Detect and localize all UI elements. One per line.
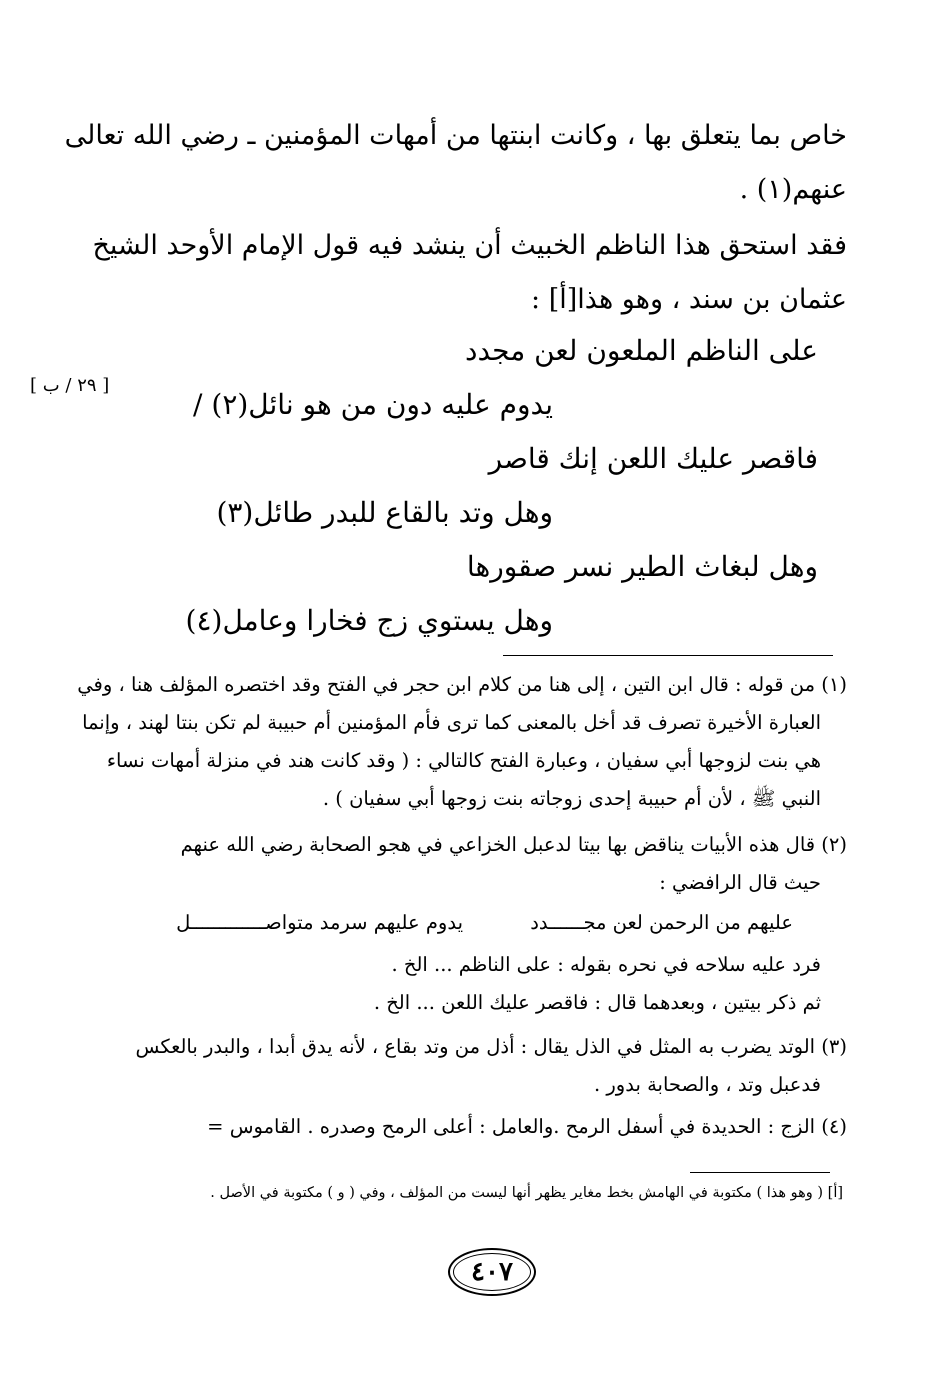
- footnote-line: هي بنت لزوجها أبي سفيان ، وعبارة الفتح كالتالي : ( وقد كانت هند في منزلة أمهات نساء: [106, 749, 821, 772]
- footnote-poem-hemistich: عليهم من الرحمن لعن مجــــــدد: [530, 911, 793, 934]
- footnote-line: (٤) الزج : الحديدة في أسفل الرمح .والعامل : أعلى الرمح وصدره . القاموس =: [207, 1115, 847, 1138]
- footnote-line: حيث قال الرافضي :: [659, 871, 821, 894]
- footnote-line: (٣) الوتد يضرب به المثل في الذل يقال : أذل من وتد بقاع ، لأنه يدق أبدا ، والبدر بالعكس: [135, 1035, 847, 1058]
- footnote-line: (٢) قال هذه الأبيات يناقض بها بيتا لدعبل الخزاعي في هجو الصحابة رضي الله عنهم: [180, 833, 847, 856]
- footnote-poem-hemistich: يدوم عليهم سرمد متواصـــــــــــــل: [176, 911, 463, 934]
- body-text-line: خاص بما يتعلق بها ، وكانت ابنتها من أمهات المؤمنين ـ رضي الله تعالى: [64, 120, 847, 151]
- footnote-line: (١) من قوله : قال ابن التين ، إلى هنا من كلام ابن حجر في الفتح وقد اختصره المؤلف هنا ، وفي: [77, 673, 847, 696]
- body-text-line: عنهم(١) .: [739, 174, 847, 205]
- page-number: [448, 1248, 536, 1296]
- footnote-line: العبارة الأخيرة تصرف قد أخل بالمعنى كما ترى فأم المؤمنين أم حبيبة لم تكن بنتا لهند ، وإنما: [82, 711, 821, 734]
- poem-verse: فاقصر عليك اللعن إنك قاصر: [488, 442, 818, 475]
- page-number-text: ٤٠٧: [471, 1257, 513, 1287]
- body-text-line: عثمان بن سند ، وهو هذا[أ] :: [531, 284, 847, 315]
- poem-verse: وهل يستوي زج فخارا وعامل(٤): [185, 604, 553, 637]
- footnote-separator: [503, 655, 833, 656]
- margin-folio-note: [ ٢٩ / ب ]: [30, 375, 110, 396]
- editor-note: [أ] ( وهو هذا ) مكتوبة في الهامش بخط مغاير يظهر أنها ليست من المؤلف ، وفي ( و ) مكتوبة في الأصل .: [210, 1185, 843, 1201]
- footnote-line: فدعبل وتد ، والصحابة بدور .: [593, 1073, 821, 1096]
- poem-verse: على الناظم الملعون لعن مجدد: [464, 334, 818, 367]
- poem-verse: وهل وتد بالقاع للبدر طائل(٣): [216, 496, 553, 529]
- poem-verse: يدوم عليه دون من هو نائل(٢) /: [193, 388, 553, 421]
- editor-note-separator: [690, 1172, 830, 1173]
- footnote-line: فرد عليه سلاحه في نحره بقوله : على الناظم ... الخ .: [391, 953, 821, 976]
- poem-verse: وهل لبغاث الطير نسر صقورها: [466, 550, 818, 583]
- body-text-line: فقد استحق هذا الناظم الخبيث أن ينشد فيه قول الإمام الأوحد الشيخ: [92, 230, 847, 261]
- footnote-line: النبي ﷺ ، لأن أم حبيبة إحدى زوجاته بنت زوجها أبي سفيان ) .: [322, 787, 821, 810]
- footnote-line: ثم ذكر بيتين ، وبعدهما قال : فاقصر عليك اللعن ... الخ .: [373, 991, 821, 1014]
